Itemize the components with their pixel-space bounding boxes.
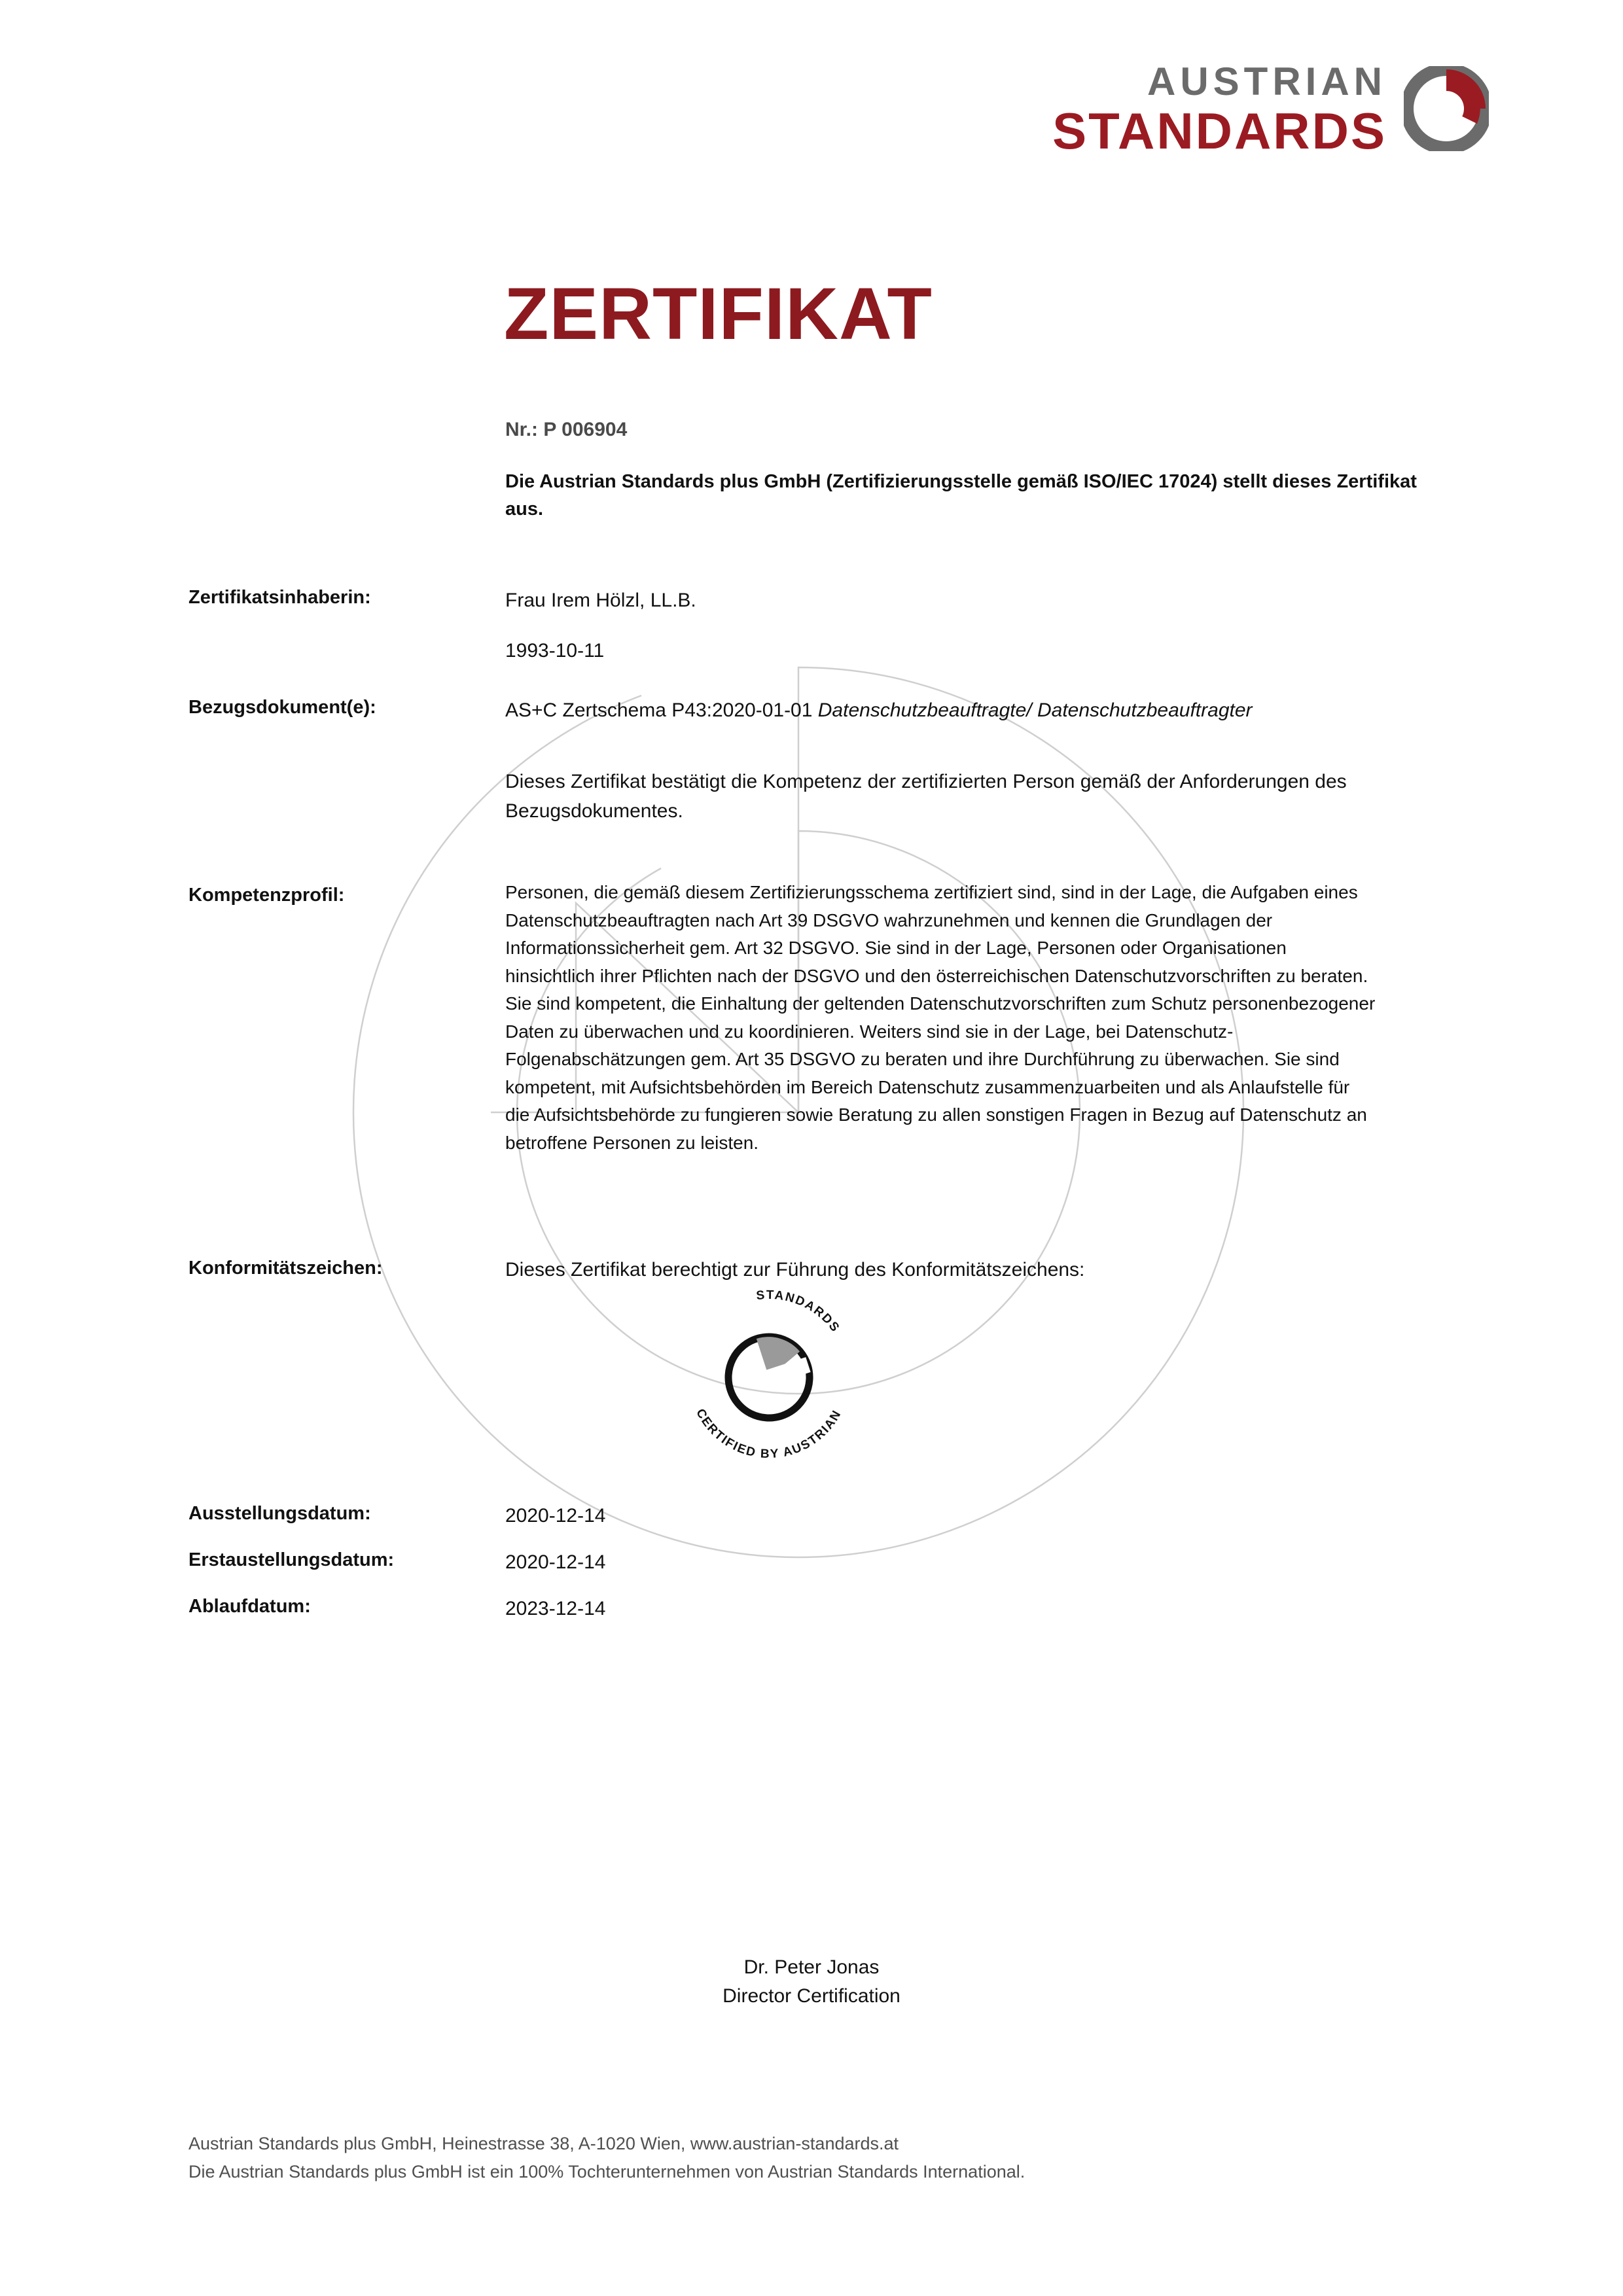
brand-logo-line-2: STANDARDS (1052, 102, 1387, 160)
label-expiry-date: Ablaufdatum: (188, 1596, 311, 1617)
signature-block (0, 1953, 1623, 2010)
label-issue-date: Ausstellungsdatum: (188, 1503, 371, 1524)
value-reference-document (505, 696, 1376, 725)
label-competence-profile: Kompetenzprofil: (188, 885, 345, 906)
value-holder-name: Frau Irem Hölzl, LL.B. (505, 590, 696, 611)
value-expiry-date: 2023-12-14 (505, 1598, 606, 1619)
brand-mark-icon (1404, 66, 1489, 154)
brand-logo (1052, 60, 1489, 160)
footer-line-1: Austrian Standards plus GmbH, Heinestrasse 38, A-1020 Wien, www.austrian-standards.at (188, 2134, 899, 2153)
label-first-issue-date: Erstaustellungsdatum: (188, 1549, 395, 1570)
value-conformity-mark: Dieses Zertifikat berechtigt zur Führung des Konformitätszeichens: (505, 1259, 1085, 1280)
label-conformity-mark: Konformitätszeichen: (188, 1258, 383, 1279)
signature-name: Dr. Peter Jonas (743, 1956, 880, 1978)
conformity-stamp-icon (661, 1286, 877, 1475)
certificate-number: Nr.: P 006904 (505, 419, 628, 440)
value-first-issue-date: 2020-12-14 (505, 1551, 606, 1573)
brand-logo-line-1: AUSTRIAN (1147, 60, 1387, 103)
value-competence-profile: Personen, die gemäß diesem Zertifizierungsschema zertifiziert sind, sind in der Lage, die Aufgaben eines Datenschutzbeauftragten nach Art 39 DSGVO wahrzunehmen und kennen die Grundlagen der Informationssicherheit gem. Art 32 DSGVO. Sie sind in der Lage, Personen oder Organisationen hinsichtlich ihrer Pflichten nach der DSGVO und den österreichischen Datenschutzvorschriften zu beraten. Sie sind kompetent, die Einhaltung der geltenden Datenschutzvorschriften zum Schutz personenbezogener Daten zu überwachen und zu koordinieren. Weiters sind sie in der Lage, bei Datenschutz-Folgenabschätzungen gem. Art 35 DSGVO zu beraten und ihre Durchführung zu überwachen. Sie sind kompetent, mit Aufsichtsbehörden im Bereich Datenschutz zusammenzuarbeiten und als Anlaufstelle für die Aufsichtsbehörde zu fungieren sowie Beratung zu allen sonstigen Fragen in Bezug auf Datenschutz an betroffene Personen zu leisten. (505, 882, 1376, 1153)
reference-italic: Datenschutzbeauftragte/ Datenschutzbeauftragter (817, 699, 1253, 721)
stamp-text-bottom: CERTIFIED BY AUSTRIAN (693, 1406, 845, 1462)
footer (188, 2130, 1025, 2186)
footer-line-2: Die Austrian Standards plus GmbH ist ein 100% Tochterunternehmen von Austrian Standards International. (188, 2162, 1026, 2182)
stamp-text-top: STANDARDS (755, 1288, 843, 1335)
value-issue-date: 2020-12-14 (505, 1505, 606, 1527)
value-reference-note: Dieses Zertifikat bestätigt die Kompetenz der zertifizierten Person gemäß der Anforderungen des Bezugsdokumentes. (505, 771, 1347, 822)
label-reference-document: Bezugsdokument(e): (188, 697, 376, 718)
signature-role: Director Certification (722, 1985, 901, 2007)
page-title: ZERTIFIKAT (504, 273, 933, 355)
issuer-statement: Die Austrian Standards plus GmbH (Zertifizierungsstelle gemäß ISO/IEC 17024) stellt dieses Zertifikat aus. (505, 471, 1417, 520)
label-certificate-holder: Zertifikatsinhaberin: (188, 587, 371, 608)
value-holder-birthdate: 1993-10-11 (505, 640, 605, 662)
brand-logo-text (1052, 60, 1387, 160)
reference-plain: AS+C Zertschema P43:2020-01-01 (505, 699, 818, 721)
